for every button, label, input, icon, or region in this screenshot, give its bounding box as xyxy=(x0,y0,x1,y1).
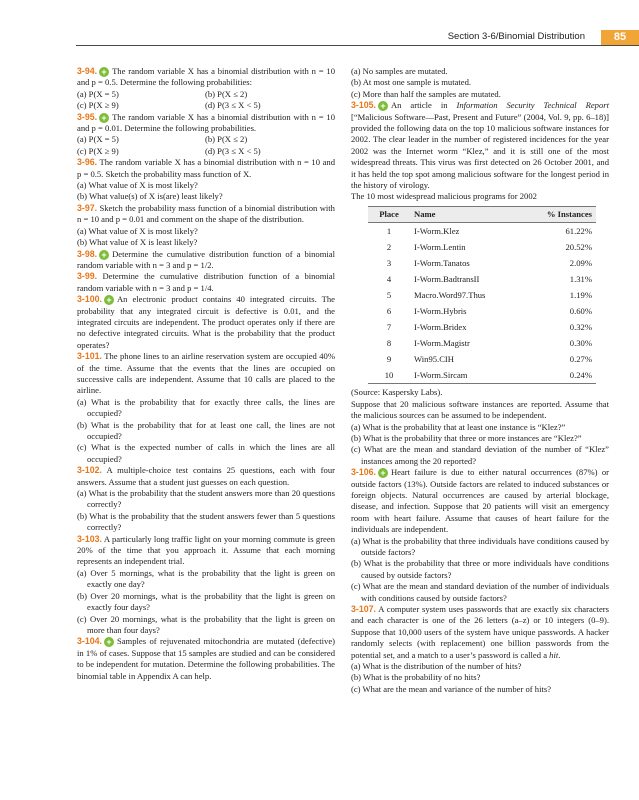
part-a: (a) What is the probability that for exactly three calls, the lines are occupied? xyxy=(77,396,335,419)
exercise-text: Samples of rejuvenated mitochondria are mutated (defective) in 1% of cases. Suppose that 15 samples are studied and can be considered to be independent for mutation. Determine the following probabilities. The binomial table in Appendix A can help. xyxy=(77,636,335,681)
header-rule xyxy=(76,45,639,46)
section-title: Section 3-6/Binomial Distribution xyxy=(447,31,585,42)
exercise-number: 3-106. xyxy=(351,467,376,478)
exercise-number: 3-95. xyxy=(77,111,98,122)
name-cell: I-Worm.Klez xyxy=(414,225,460,236)
percent-cell: 61.22% xyxy=(565,225,592,236)
part-b: (b) What is the probability that three or more individuals have conditions caused by outside factors? xyxy=(351,558,609,580)
exercise-3-100 xyxy=(77,294,335,351)
part-c: (c) What are the mean and standard deviation of the number of individuals with conditions caused by outside factors? xyxy=(351,581,609,603)
part-a: (a) What value of X is most likely? xyxy=(77,225,198,236)
place-cell: 5 xyxy=(386,289,392,300)
exercise-text: The phone lines to an airline reservation system are occupied 40% of the time. Assume that the events that the lines are occupied on successive calls are independent. Assume that 10 calls are placed to the airline. xyxy=(77,351,335,396)
exercise-text: Determine the cumulative distribution function of a binomial random variable with n = 3 and p = 1/4. xyxy=(77,271,335,293)
part-b: (b) At most one sample is mutated. xyxy=(351,77,472,88)
part-b: (b) What is the probability that three or more instances are “Klez?” xyxy=(351,432,582,443)
column-header: Place xyxy=(368,206,410,222)
part-a: (a) No samples are mutated. xyxy=(351,66,448,76)
part-b: (b) What value of X is least likely? xyxy=(77,237,198,248)
part-d: (d) P(3 ≤ X < 5) xyxy=(205,100,261,111)
part-a: (a) What is the probability that the student answers more than 20 questions correctly? xyxy=(77,488,335,510)
exercise-3-96 xyxy=(77,157,335,180)
part-b: (b) What is the probability of no hits? xyxy=(351,672,481,683)
percent-cell: 0.60% xyxy=(569,305,592,316)
part-a: (a) What value of X is most likely? xyxy=(77,180,198,191)
part-a: (a) Over 5 mornings, what is the probability that the light is green on exactly one day? xyxy=(77,567,335,590)
table-source: (Source: Kaspersky Labs). xyxy=(351,387,443,398)
exercise-number: 3-96. xyxy=(77,157,98,168)
table-row xyxy=(368,239,596,255)
exercise-text: An article in xyxy=(390,100,448,111)
part-b: (b) P(X ≤ 2) xyxy=(205,134,248,145)
journal-title: Information Security Technical Report xyxy=(456,100,609,111)
exercise-3-107 xyxy=(351,604,609,661)
place-cell: 6 xyxy=(386,305,392,316)
name-cell: I-Worm.Hybris xyxy=(414,305,467,316)
exercise-number: 3-104. xyxy=(77,636,102,647)
exercise-text-2: Suppose that 20 malicious software instances are reported. Assume that the malicious sources can be assumed to be independent. xyxy=(351,398,609,421)
exercise-text: A multiple-choice test contains 25 questions, each with four answers. Assume that a student just guesses on each question. xyxy=(77,465,335,487)
part-a: (a) P(X = 5) xyxy=(77,134,119,145)
exercise-number: 3-102. xyxy=(77,465,102,476)
percent-cell: 1.19% xyxy=(569,289,592,300)
part-b: (b) P(X ≤ 2) xyxy=(205,88,248,99)
malware-table xyxy=(368,206,596,384)
part-a: (a) What is the probability that at least one instance is “Klez?” xyxy=(351,421,566,432)
exercise-3-99 xyxy=(77,271,335,294)
exercise-text: An electronic product contains 40 integrated circuits. The probability that any integrated circuit is defective is 0.01, and the integrated circuits are independent. The product operates only if there are no defective integrated circuits. What is the probability that the product operates? xyxy=(77,294,335,350)
part-c: (c) What is the expected number of calls in which the lines are all occupied? xyxy=(77,442,335,464)
part-c: (c) What are the mean and variance of the number of hits? xyxy=(351,683,552,694)
place-cell: 7 xyxy=(386,321,392,332)
exercise-number: 3-98. xyxy=(77,248,98,259)
exercise-text: The random variable X has a binomial distribution with n = 10 and p = 0.5. Determine the following probabilities: xyxy=(77,66,335,88)
exercise-number: 3-107. xyxy=(351,604,376,614)
percent-cell: 0.30% xyxy=(569,337,592,348)
exercise-3-103 xyxy=(77,534,335,568)
part-b: (b) What value(s) of X is(are) least likely? xyxy=(77,191,223,202)
name-cell: I-Worm.Lentin xyxy=(414,241,466,252)
percent-cell: 2.09% xyxy=(569,257,592,268)
parts-row xyxy=(77,134,335,145)
exercise-text: A particularly long traffic light on your morning commute is green 20% of the time that you approach it. Assume that each morning represents an independent trial. xyxy=(77,533,335,567)
exercise-text: The random variable X has a binomial distribution with n = 10 and p = 0.01. Determine the following probabilities. xyxy=(77,111,335,134)
part-a: (a) P(X = 5) xyxy=(77,88,119,99)
place-cell: 4 xyxy=(386,273,392,284)
table-header-row xyxy=(368,206,596,222)
plus-icon: + xyxy=(99,250,109,260)
name-cell: I-Worm.BadtransII xyxy=(414,273,480,284)
exercise-text-cont: [“Malicious Software—Past, Present and Future” (2004, Vol. 9, pp. 6–18)] provided the following data on the top 10 malicious software instances for 2002. The clear leader in the number of registered incidences for the year 2002 was the Internet worm “Klez,” and it is still one of the most widespread threats. This virus was first detected on 26 October 2001, and it has held the top spot among malicious software for the longest period in the history of virology. xyxy=(351,111,609,191)
parts-row xyxy=(77,100,335,111)
table-row xyxy=(368,271,596,287)
exercise-number: 3-99. xyxy=(77,271,98,282)
exercise-text: Sketch the probability mass function of a binomial distribution with n = 10 and p = 0.01 and comment on the shape of the distribution. xyxy=(77,202,335,225)
exercise-number: 3-94. xyxy=(77,66,98,76)
plus-icon: + xyxy=(378,101,388,111)
parts-row xyxy=(77,89,335,100)
part-c: (c) More than half the samples are mutated. xyxy=(351,88,501,99)
percent-cell: 0.32% xyxy=(569,321,592,332)
part-c: (c) Over 20 mornings, what is the probability that the light is green on more than four days? xyxy=(77,613,335,635)
name-cell: I-Worm.Bridex xyxy=(414,321,467,332)
part-c: (c) P(X ≥ 9) xyxy=(77,100,119,111)
part-d: (d) P(3 ≤ X < 5) xyxy=(205,145,261,156)
column-header: Name xyxy=(410,206,521,222)
percent-cell: 0.27% xyxy=(569,353,592,364)
table-caption: The 10 most widespread malicious programs for 2002 xyxy=(351,191,537,202)
table-row xyxy=(368,335,596,351)
plus-icon: + xyxy=(378,468,388,478)
right-column xyxy=(351,66,609,695)
exercise-3-98 xyxy=(77,249,335,272)
table-row xyxy=(368,223,596,240)
place-cell: 2 xyxy=(386,241,392,252)
exercise-3-95 xyxy=(77,112,335,135)
percent-cell: 0.24% xyxy=(521,367,596,384)
table-row xyxy=(368,287,596,303)
table-row xyxy=(368,319,596,335)
plus-icon: + xyxy=(99,67,109,77)
place-cell: 10 xyxy=(368,367,410,384)
table-row xyxy=(368,367,596,384)
name-cell: I-Worm.Sircam xyxy=(410,367,521,384)
table-row xyxy=(368,255,596,271)
exercise-3-97 xyxy=(77,203,335,226)
percent-cell: 1.31% xyxy=(569,273,592,284)
exercise-text: A computer system uses passwords that are exactly six characters and each character is one of the 26 letters (a–z) or 10 integers (0–9). Suppose that 10,000 users of the system have unique passwords. A hacker randomly selects (with replacement) one billion passwords from the potential set, and a match to a user’s password is called a xyxy=(351,604,609,660)
exercise-number: 3-103. xyxy=(77,533,102,544)
exercise-number: 3-97. xyxy=(77,202,98,213)
exercise-number: 3-100. xyxy=(77,294,102,305)
table-row xyxy=(368,303,596,319)
exercise-3-102 xyxy=(77,465,335,488)
name-cell: I-Worm.Tanatos xyxy=(414,257,470,268)
exercise-number: 3-101. xyxy=(77,351,102,362)
part-c: (c) What are the mean and standard deviation of the number of “Klez” instances among the 20 reported? xyxy=(351,444,609,466)
plus-icon: + xyxy=(99,113,109,123)
place-cell: 3 xyxy=(386,257,392,268)
place-cell: 8 xyxy=(386,337,392,348)
left-column xyxy=(77,66,335,682)
name-cell: Macro.Word97.Thus xyxy=(414,289,486,300)
part-a: (a) What is the distribution of the number of hits? xyxy=(351,661,522,672)
page-number: 85 xyxy=(601,30,639,45)
place-cell: 9 xyxy=(386,353,392,364)
exercise-3-104 xyxy=(77,636,335,682)
plus-icon: + xyxy=(104,295,114,305)
place-cell: 1 xyxy=(386,225,392,236)
exercise-text-end: . xyxy=(558,649,561,660)
part-c: (c) P(X ≥ 9) xyxy=(77,145,119,156)
plus-icon: + xyxy=(104,637,114,647)
table-row xyxy=(368,351,596,367)
part-b: (b) What is the probability that for at least one call, the lines are not occupied? xyxy=(77,419,335,441)
exercise-3-101 xyxy=(77,351,335,397)
exercise-3-105 xyxy=(351,100,609,191)
exercise-text: The random variable X has a binomial distribution with n = 10 and p = 0.5. Sketch the probability mass function of X. xyxy=(77,157,335,179)
exercise-text: Determine the cumulative distribution function of a binomial random variable with n = 3 and p = 1/2. xyxy=(77,248,335,270)
exercise-3-106 xyxy=(351,467,609,535)
exercise-3-94 xyxy=(77,66,335,89)
part-a: (a) What is the probability that three individuals have conditions caused by outside factors? xyxy=(351,535,609,557)
parts-row xyxy=(77,146,335,157)
part-b: (b) Over 20 mornings, what is the probability that the light is green on exactly four days? xyxy=(77,590,335,613)
name-cell: Win95.CIH xyxy=(414,353,454,364)
running-header xyxy=(0,30,639,46)
name-cell: I-Worm.Magistr xyxy=(414,337,470,348)
percent-cell: 20.52% xyxy=(565,241,592,252)
column-header: % Instances xyxy=(521,206,596,222)
part-b: (b) What is the probability that the student answers fewer than 5 questions correctly? xyxy=(77,510,335,533)
exercise-number: 3-105. xyxy=(351,100,376,111)
exercise-text: Heart failure is due to either natural occurrences (87%) or outside factors (13%). Outside factors are related to induced substances or foreign objects. Natural occurrences are caused by arterial blockage, disease, and infection. Suppose that 20 patients will visit an emergency room with heart failure. Assume that causes of heart failure for the individuals are independent. xyxy=(351,467,609,535)
hit-term: hit xyxy=(549,649,559,660)
